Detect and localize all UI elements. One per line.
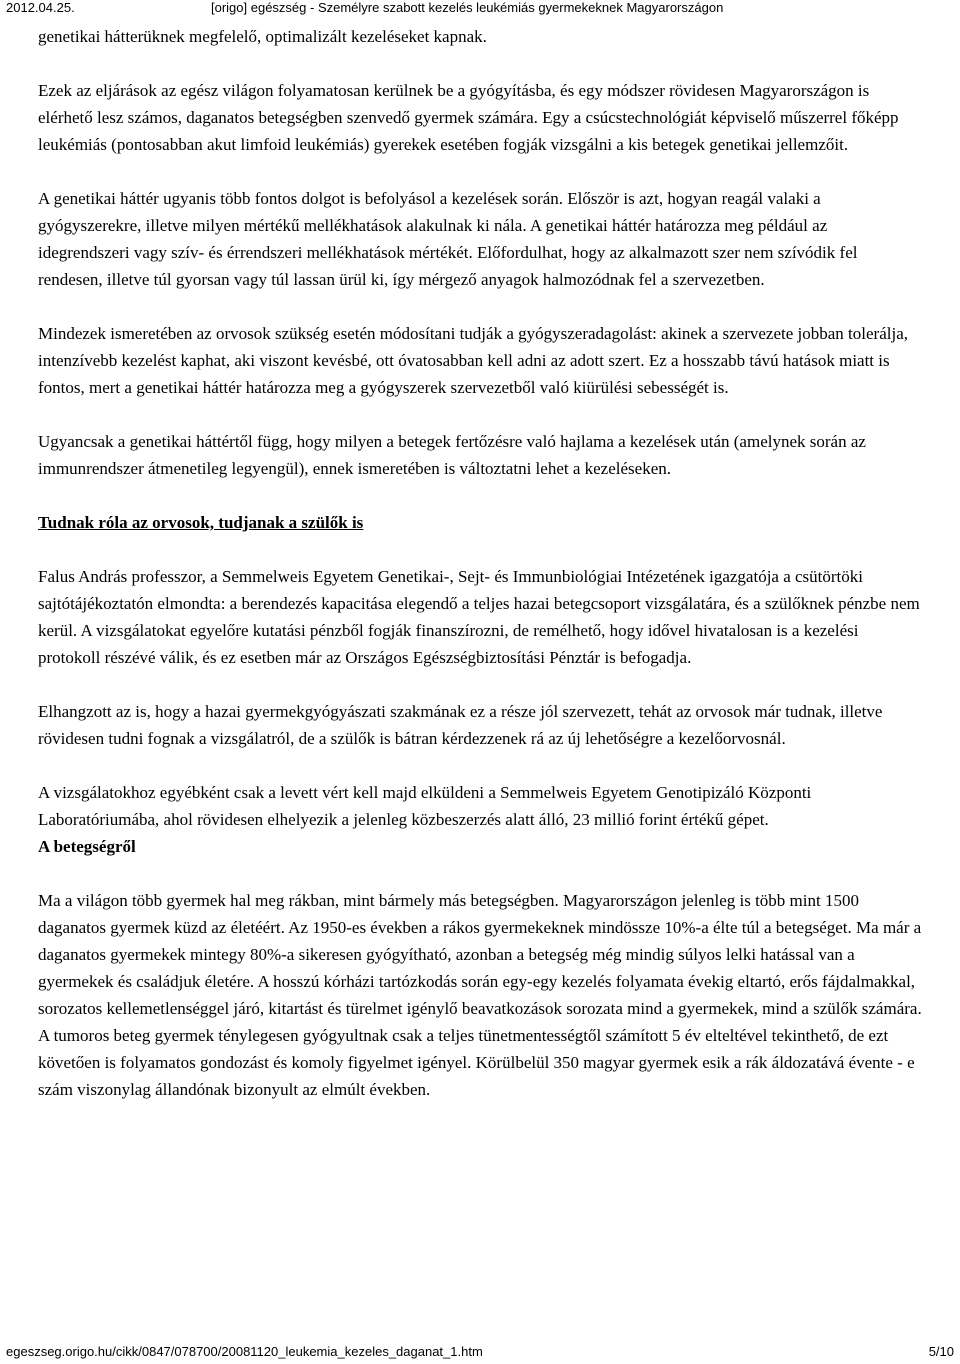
print-date: 2012.04.25. xyxy=(6,0,75,15)
page-number: 5/10 xyxy=(928,1344,954,1359)
page-url: egeszseg.origo.hu/cikk/0847/078700/20081120_leukemia_kezeles_daganat_1.htm xyxy=(6,1344,483,1359)
section-heading-doctors-parents: Tudnak róla az orvosok, tudjanak a szülők is xyxy=(38,513,364,532)
paragraph-organization: Elhangzott az is, hogy a hazai gyermekgyógyászati szakmának ez a része jól szervezett, tehát az orvosok már tudnak, illetve rövidesen tudni fognak a vizsgálatról, de a szülők is bátran kérdezzenek rá az új lehetőségre a kezelőorvosnál. xyxy=(38,702,883,748)
paragraph-laboratory: A vizsgálatokhoz egyébként csak a levett vért kell majd elküldeni a Semmelweis Egyetem Genotipizáló Központi Laboratóriumába, ahol rövidesen elhelyezik a jelenleg közbeszerzés alatt álló, 23 millió forint értékű gépet. xyxy=(38,783,812,829)
print-footer xyxy=(6,1342,954,1360)
paragraph-methods: Ezek az eljárások az egész világon folyamatosan kerülnek be a gyógyításba, és egy módszer rövidesen Magyarországon is elérhető lesz számos, daganatos betegségben szenvedő gyermek számára. Egy a csúcstechnológiát képviselő műszerrel főképp leukémiás (pontosabban akut limfoid leukémiás) gyerekek esetében fogják vizsgálni a kis betegek genetikai jellemzőit. xyxy=(38,81,899,154)
paragraph-dosage: Mindezek ismeretében az orvosok szükség esetén módosítani tudják a gyógyszeradagolást: akinek a szervezete jobban tolerálja, intenzívebb kezelést kaphat, aki viszont kevésbé, ott óvatosabban kell adni az adott szert. Ez a hosszabb távú hatások miatt is fontos, mert a genetikai háttér határozza meg a gyógyszerek szervezetből való kiürülési sebességét is. xyxy=(38,324,908,397)
paragraph-intro-end: genetikai hátterüknek megfelelő, optimalizált kezeléseket kapnak. xyxy=(38,27,487,46)
paragraph-genetic-background: A genetikai háttér ugyanis több fontos dolgot is befolyásol a kezelések során. Először is azt, hogyan reagál valaki a gyógyszerekre, illetve milyen mértékű mellékhatások alakulnak ki nála. A genetikai háttér határozza meg például az idegrendszeri vagy szív- és érrendszeri mellékhatások mértékét. Előfordulhat, hogy az alkalmazott szer nem szívódik fel rendesen, illetve túl gyorsan vagy túl lassan ürül ki, így mérgező anyagok halmozódnak fel a szervezetben. xyxy=(38,189,858,289)
article-body xyxy=(38,23,922,1130)
page-title: [origo] egészség - Személyre szabott kezelés leukémiás gyermekeknek Magyarországon xyxy=(211,0,724,15)
paragraph-infection: Ugyancsak a genetikai háttértől függ, hogy milyen a betegek fertőzésre való hajlama a kezelések után (amelynek során az immunrendszer átmenetileg legyengül), ennek ismeretében is változtatni lehet a kezeléseken. xyxy=(38,432,866,478)
paragraph-disease: Ma a világon több gyermek hal meg rákban, mint bármely más betegségben. Magyarországon jelenleg is több mint 1500 daganatos gyermek küzd az életéért. Az 1950-es években a rákos gyermekeknek mindössze 10%-a élte túl a betegséget. Ma már a daganatos gyermekek mintegy 80%-a sikeresen gyógyítható, azonban a betegség még mindig súlyos lelki hatással van a gyermekek és családjuk életére. A hosszú kórházi tartózkodás során egy-egy kezelés folyamata évekig eltartó, erős fájdalmakkal, sorozatos kellemetlenséggel járó, kitartást és türelmet igénylő beavatkozások sorozata mind a gyermekek, mind a szülők számára. A tumoros beteg gyermek ténylegesen gyógyultnak csak a teljes tünetmentességtől számított 5 év elteltével tekinthető, de ezt követően is folyamatos gondozást és komoly figyelmet igényel. Körülbelül 350 magyar gyermek esik a rák áldozatává évente - e szám viszonylag állandónak bizonyult az elmúlt években. xyxy=(38,891,922,1099)
paragraph-falus: Falus András professzor, a Semmelweis Egyetem Genetikai-, Sejt- és Immunbiológiai Intézetének igazgatója a csütörtöki sajtótájékoztatón elmondta: a berendezés kapacitása elegendő a teljes hazai betegcsoport vizsgálatára, és a szülőknek pénzbe nem kerül. A vizsgálatokat egyelőre kutatási pénzből fogják finanszírozni, de remélhető, hogy idővel hivatalosan is a kezelési protokoll részévé válik, és ez esetben már az Országos Egészségbiztosítási Pénztár is befogadja. xyxy=(38,567,920,667)
section-heading-disease: A betegségről xyxy=(38,837,136,856)
print-header xyxy=(6,0,954,18)
